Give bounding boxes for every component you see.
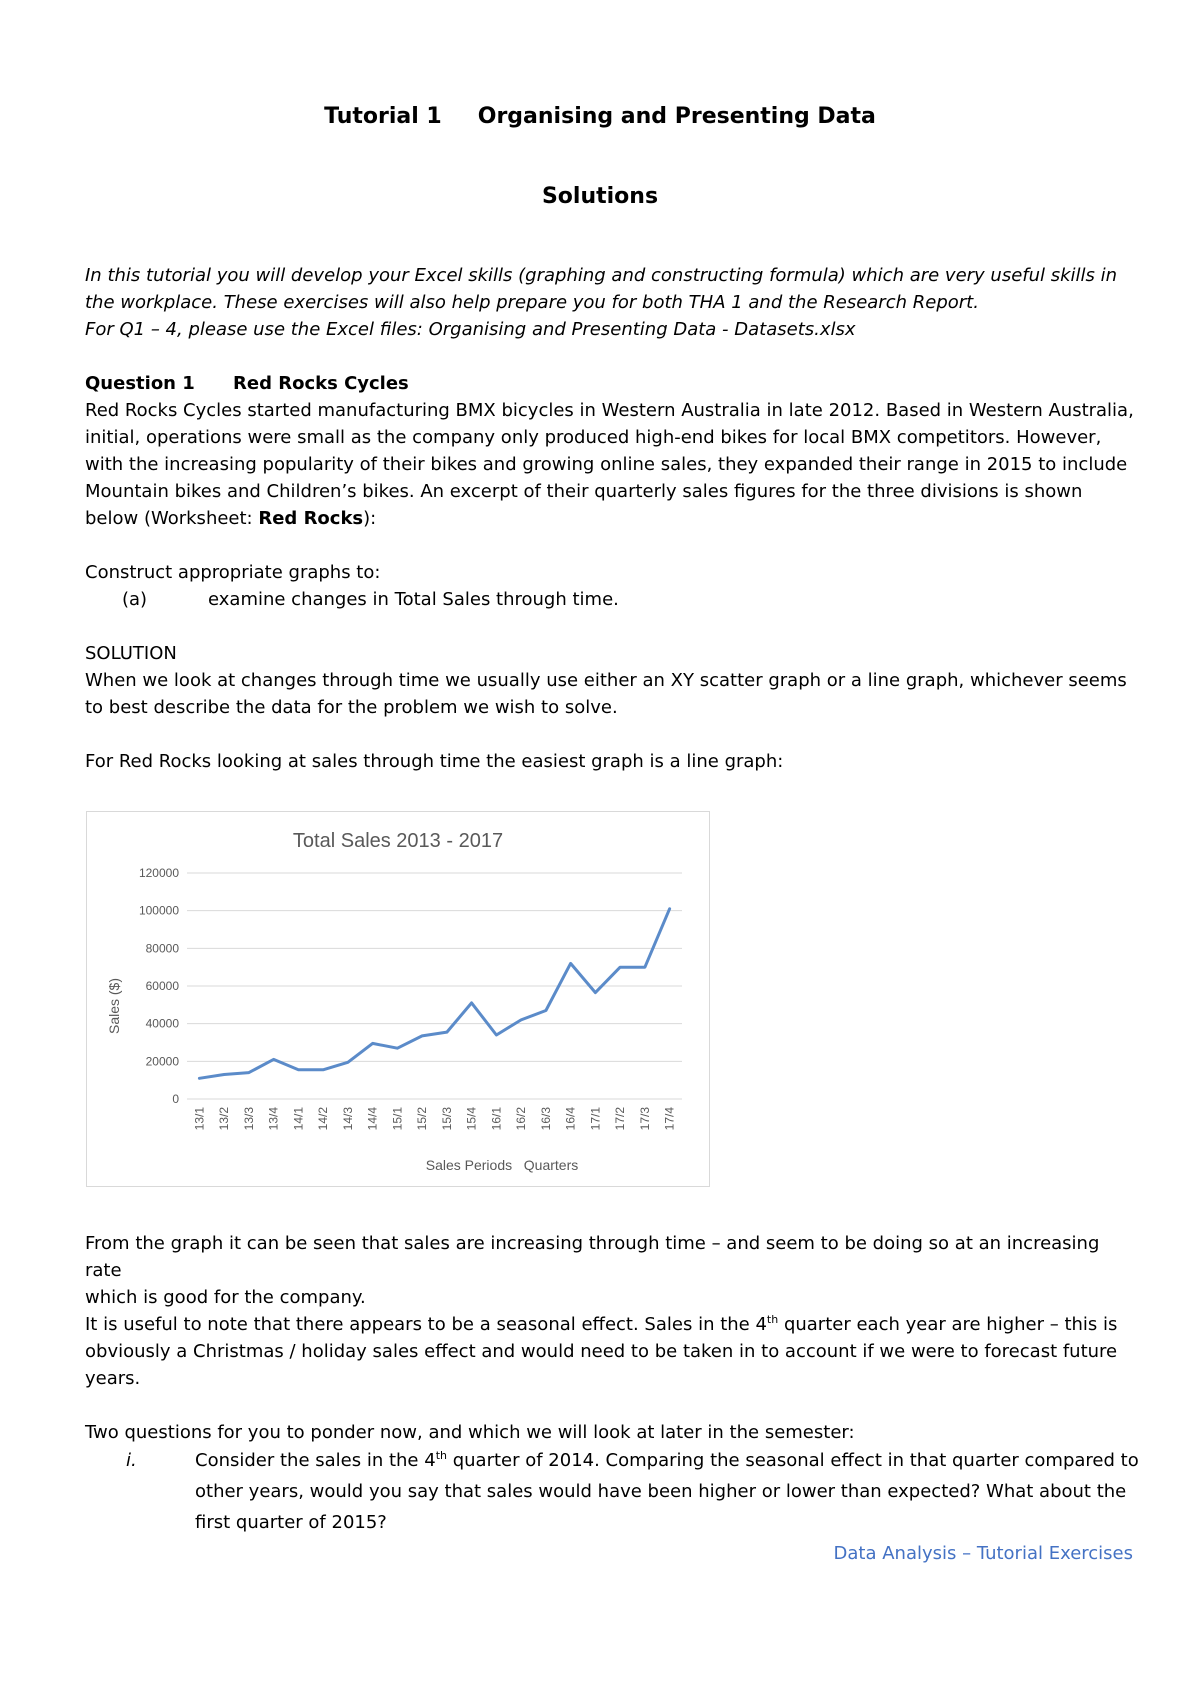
- paragraph-line: Red Rocks Cycles started manufacturing BMX bicycles in Western Australia in late 2012. Based in Western Australia,: [85, 400, 1134, 421]
- x-tick-label: 17/2: [613, 1107, 628, 1131]
- construct-line: Construct appropriate graphs to:: [85, 562, 381, 583]
- x-tick-label: 14/2: [316, 1107, 331, 1131]
- y-tick-label: 60000: [145, 979, 179, 993]
- y-tick-label: 20000: [145, 1054, 179, 1069]
- x-tick-label: 14/3: [340, 1107, 355, 1131]
- list-number: i.: [126, 1450, 137, 1471]
- x-axis-label: Sales Periods Quarters: [425, 1157, 579, 1173]
- question-heading: [85, 370, 1135, 397]
- x-tick-labels: [192, 1107, 676, 1131]
- x-tick-label: 15/3: [439, 1107, 454, 1131]
- x-tick-label: 15/2: [415, 1107, 430, 1131]
- paragraph-line: From the graph it can be seen that sales are increasing through time – and seem to be doing so at an increasing rate: [85, 1233, 1100, 1281]
- paragraph-line: years.: [85, 1368, 141, 1389]
- x-tick-label: 17/3: [637, 1107, 652, 1131]
- y-tick-label: 120000: [138, 866, 179, 880]
- intro-line: In this tutorial you will develop your Excel skills (graphing and constructing formula) which are very useful skills in: [85, 265, 1118, 286]
- solution-line: When we look at changes through time we usually use either an XY scatter graph or a line graph, whichever seems: [85, 670, 1127, 691]
- chart-container: [86, 811, 710, 1187]
- paragraph-line: first quarter of 2015?: [195, 1512, 387, 1533]
- x-tick-label: 14/4: [365, 1107, 380, 1131]
- footer-text: Data Analysis – Tutorial Exercises: [833, 1543, 1133, 1564]
- x-tick-label: 17/4: [662, 1107, 677, 1131]
- analysis-paragraph-1: [85, 1230, 1135, 1311]
- x-tick-label: 16/1: [489, 1107, 504, 1131]
- tutorial-label: Tutorial 1: [324, 104, 442, 129]
- y-tick-labels: [139, 866, 179, 1106]
- paragraph-line: Mountain bikes and Children’s bikes. An excerpt of their quarterly sales figures for the three divisions is shown: [85, 481, 1083, 502]
- ponder-intro: Two questions for you to ponder now, and which we will look at later in the semester:: [85, 1422, 855, 1443]
- intro-line: For Q1 – 4, please use the Excel files: Organising and Presenting Data - Datasets.xlsx: [85, 319, 856, 340]
- y-tick-label: 40000: [145, 1016, 179, 1031]
- part-a: [122, 586, 619, 613]
- x-tick-label: 13/1: [192, 1107, 207, 1131]
- y-tick-label: 80000: [145, 941, 179, 956]
- tutorial-title: Organising and Presenting Data: [477, 104, 876, 129]
- solution-heading: SOLUTION: [85, 643, 177, 664]
- analysis-paragraph-2: [85, 1311, 1135, 1392]
- text-span: quarter each year are higher – this is: [778, 1314, 1118, 1335]
- y-tick-label: 0: [172, 1092, 179, 1106]
- text-span: below (Worksheet:: [85, 508, 259, 529]
- paragraph-line: with the increasing popularity of their bikes and growing online sales, they expanded their range in 2015 to include: [85, 454, 1128, 475]
- paragraph-line: other years, would you say that sales would have been higher or lower than expected? What about the: [195, 1481, 1127, 1502]
- x-tick-label: 13/4: [266, 1107, 281, 1131]
- x-tick-label: 17/1: [588, 1107, 603, 1131]
- part-a-label: (a): [122, 589, 148, 610]
- solution-section: [85, 640, 1135, 721]
- x-tick-label: 16/4: [563, 1107, 578, 1131]
- document-subtitle: Solutions: [541, 184, 659, 209]
- x-tick-label: 13/2: [217, 1107, 232, 1131]
- superscript: th: [766, 1313, 779, 1326]
- text-span: Consider the sales in the 4: [195, 1450, 436, 1471]
- question-title: Red Rocks Cycles: [233, 373, 409, 394]
- x-tick-label: 13/3: [241, 1107, 256, 1131]
- x-tick-label: 14/1: [291, 1107, 306, 1131]
- total-sales-line: [199, 909, 669, 1079]
- y-axis-label: Sales ($): [106, 977, 122, 1035]
- superscript: th: [435, 1449, 447, 1462]
- paragraph-line: which is good for the company.: [85, 1287, 366, 1308]
- text-span: quarter of 2014. Comparing the seasonal effect in that quarter compared to: [446, 1450, 1139, 1471]
- paragraph-line: [85, 505, 1135, 532]
- chart-title: Total Sales 2013 - 2017: [292, 830, 504, 852]
- intro-paragraph: [85, 262, 1135, 343]
- chart-series: [199, 909, 669, 1079]
- solution-line: to best describe the data for the problem we wish to solve.: [85, 697, 618, 718]
- paragraph-line: [85, 1311, 1135, 1338]
- solution-line-graph-intro: For Red Rocks looking at sales through time the easiest graph is a line graph:: [85, 751, 784, 772]
- line-chart: [87, 812, 709, 1186]
- x-tick-label: 15/4: [464, 1107, 479, 1131]
- text-span: ):: [363, 508, 377, 529]
- paragraph-line: [195, 1445, 1145, 1476]
- text-span: It is useful to note that there appears to be a seasonal effect. Sales in the 4: [85, 1314, 767, 1335]
- intro-line: the workplace. These exercises will also help prepare you for both THA 1 and the Research Report.: [85, 292, 979, 313]
- x-tick-label: 16/3: [538, 1107, 553, 1131]
- document-title: [0, 104, 1200, 129]
- paragraph-line: initial, operations were small as the company only produced high-end bikes for local BMX competitors. However,: [85, 427, 1102, 448]
- question-paragraph: [85, 397, 1135, 532]
- worksheet-name: Red Rocks: [258, 508, 364, 529]
- part-a-text: examine changes in Total Sales through time.: [208, 589, 619, 610]
- paragraph-line: obviously a Christmas / holiday sales effect and would need to be taken in to account if we were to forecast future: [85, 1341, 1118, 1362]
- y-tick-label: 100000: [138, 903, 179, 918]
- question-label: Question 1: [85, 373, 195, 394]
- x-tick-label: 15/1: [390, 1107, 405, 1131]
- list-item-text: [195, 1445, 1145, 1538]
- x-tick-label: 16/2: [514, 1107, 529, 1131]
